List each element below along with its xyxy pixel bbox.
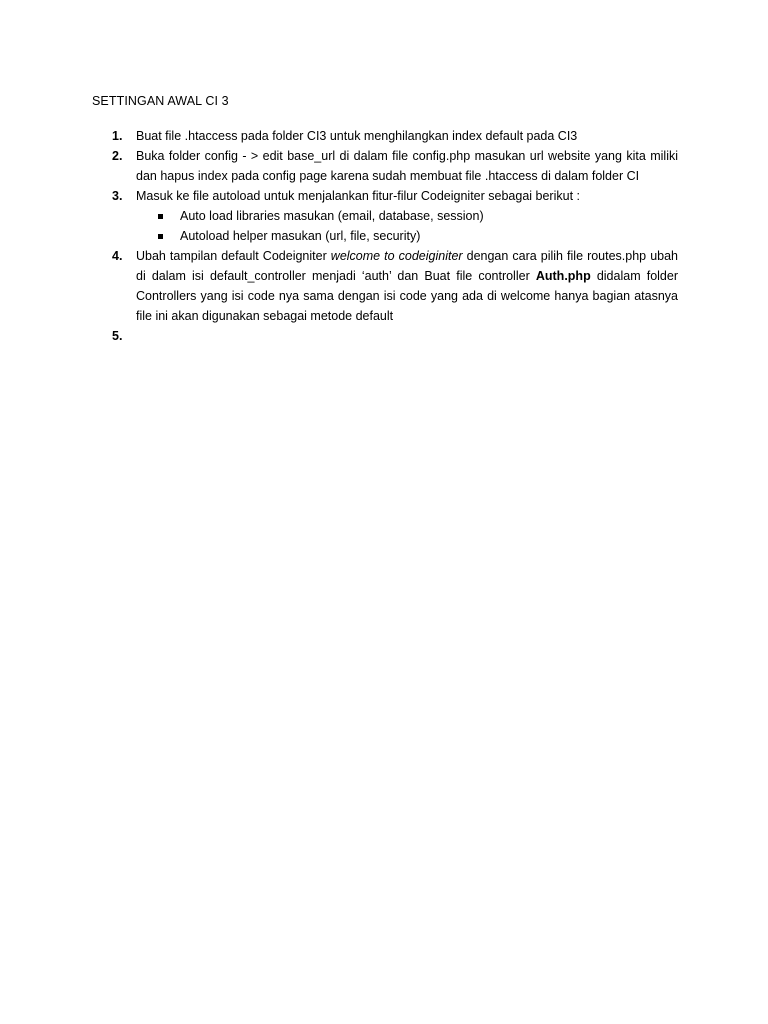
list-number-1: 1.: [112, 129, 123, 143]
list-text-1: Buat file .htaccess pada folder CI3 untuk menghilangkan index default pada CI3: [136, 129, 578, 143]
bullet-item-1: [136, 206, 678, 226]
list-number-5: 5.: [112, 329, 123, 343]
numbered-list: [92, 126, 678, 346]
list-item-2: [92, 146, 678, 186]
list-text-4-after: didalam folder Controllers yang isi code nya sama dengan isi code yang ada di welcome hanya bagian atasnya file ini akan digunakan sebagai metode default: [136, 269, 678, 323]
list-number-3: 3.: [112, 189, 123, 203]
bullet-item-2: [136, 226, 678, 246]
list-text-4-middle: dengan cara pilih file routes.php ubah di dalam isi default_controller menjadi ‘auth’ dan Buat file controller: [136, 249, 678, 283]
square-bullet-icon: [158, 214, 163, 219]
list-text-4-bold: Auth.php: [535, 269, 591, 283]
list-item-5: [92, 326, 678, 346]
list-text-4-italic: welcome to codeiginiter: [330, 249, 463, 263]
bullet-list: [136, 206, 678, 246]
list-text-3: Masuk ke file autoload untuk menjalankan fitur-filur Codeigniter sebagai berikut :: [136, 189, 580, 203]
list-item-3: [92, 186, 678, 246]
document-title: SETTINGAN AWAL CI 3: [92, 94, 229, 108]
list-number-4: 4.: [112, 249, 123, 263]
list-item-1: [92, 126, 678, 146]
list-text-4-before: Ubah tampilan default Codeigniter: [136, 249, 331, 263]
list-number-2: 2.: [112, 149, 123, 163]
list-text-2: Buka folder config - > edit base_url di dalam file config.php masukan url website yang kita miliki dan hapus index pada config page karena sudah membuat file .htaccess di dalam folder CI: [136, 149, 678, 183]
bullet-text-2: Autoload helper masukan (url, file, security): [180, 229, 421, 243]
square-bullet-icon: [158, 234, 163, 239]
list-item-4: [92, 246, 678, 326]
bullet-text-1: Auto load libraries masukan (email, database, session): [180, 209, 484, 223]
